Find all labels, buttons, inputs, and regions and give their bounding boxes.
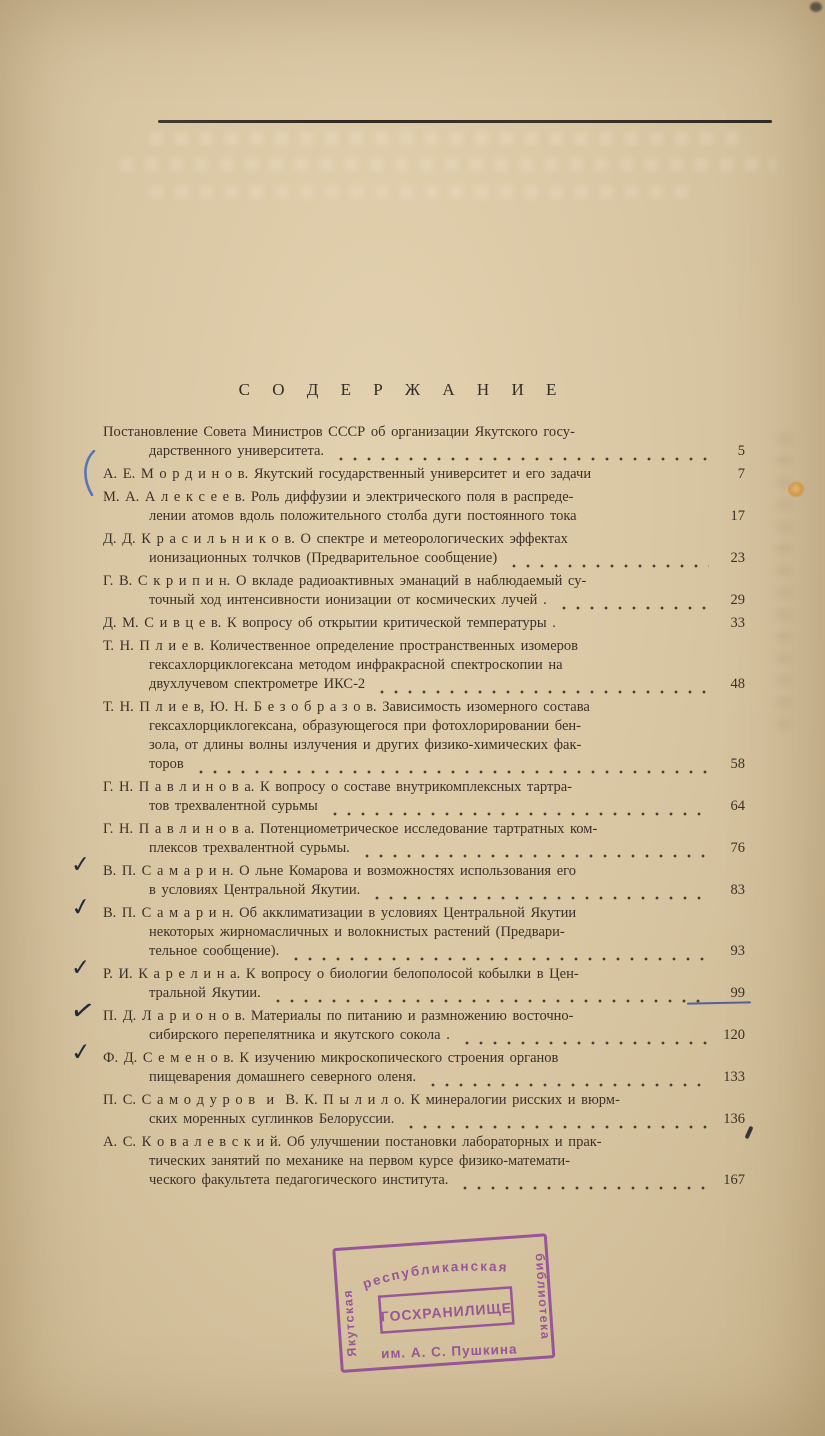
entry-text: тральной Якутии. bbox=[149, 985, 261, 1001]
entry-line bbox=[149, 755, 745, 774]
toc-entry bbox=[103, 488, 745, 526]
entry-line bbox=[149, 1068, 745, 1087]
entry-text: Г. В. С к р и п и н. О вкладе радиоактивных эманаций в наблюдаемый су- bbox=[103, 573, 587, 589]
entry-text: Д. М. С и в ц е в. К вопросу об открытии критической температуры . bbox=[103, 615, 556, 631]
library-stamp bbox=[330, 1232, 562, 1380]
page-number: 29 bbox=[730, 592, 745, 608]
dot-leaders bbox=[326, 797, 709, 816]
author-name: В. П. С а м а р и н. bbox=[103, 905, 240, 921]
entry-text: гексахлорциклогексана методом инфракрасной спектроскопии на bbox=[149, 657, 563, 673]
show-through-smudge bbox=[120, 158, 775, 171]
toc-entry bbox=[103, 465, 745, 484]
entry-line bbox=[103, 530, 745, 549]
entry-line bbox=[103, 965, 745, 984]
entry-text: гексахлорциклогексана, образующегося при фотохлорировании бен- bbox=[149, 718, 582, 734]
entry-text: лении атомов вдоль положительного столба дуги постоянного тока bbox=[149, 508, 577, 524]
entry-line bbox=[103, 465, 745, 484]
toc-entry bbox=[103, 820, 745, 858]
author-name: Т. Н. П л и е в, Ю. Н. Б е з о б р а з о в. bbox=[103, 699, 383, 715]
dot-leaders bbox=[287, 942, 709, 961]
page-number: 17 bbox=[730, 508, 745, 524]
page-number: 33 bbox=[730, 615, 745, 631]
entry-text: ионизационных толчков (Предварительное сообщение) bbox=[149, 550, 498, 566]
show-through-smudge bbox=[150, 132, 750, 145]
ink-speck bbox=[745, 1126, 754, 1140]
stamp-right-text: библиотека bbox=[532, 1252, 553, 1341]
entry-line bbox=[149, 656, 745, 675]
stamp-center-text: ГОСХРАНИЛИЩЕ bbox=[380, 1299, 513, 1325]
page-number: 7 bbox=[737, 466, 745, 482]
entry-text: В. П. С а м а р и н. Об акклиматизации в условиях Центральной Якутии bbox=[103, 905, 577, 921]
show-through-smudge bbox=[776, 430, 792, 730]
author-name: Г. Н. П а в л и н о в а. bbox=[103, 779, 261, 795]
dot-leaders bbox=[358, 839, 709, 858]
entry-text: некоторых жирномасличных и волокнистых растений (Предвари- bbox=[149, 924, 565, 940]
toc-entry bbox=[70, 851, 745, 900]
page-number: 133 bbox=[723, 1069, 745, 1085]
author-name: Г. В. С к р и п и н. bbox=[103, 573, 236, 589]
dot-leaders bbox=[373, 675, 709, 694]
check-mark-icon: ✓ bbox=[68, 891, 94, 923]
entry-line bbox=[149, 942, 745, 961]
page-number: 136 bbox=[723, 1111, 745, 1127]
toc-entry bbox=[103, 572, 745, 610]
entry-line bbox=[103, 862, 745, 881]
toc-entry bbox=[103, 778, 745, 816]
page-number: 167 bbox=[723, 1172, 745, 1188]
entry-text: П. С. С а м о д у р о в и В. К. П ы л и л о. К минералогии рисских и вюрм- bbox=[103, 1092, 620, 1108]
entry-line bbox=[103, 1133, 745, 1152]
entry-line bbox=[103, 1091, 745, 1110]
dot-leaders bbox=[192, 755, 709, 774]
entry-line bbox=[103, 1049, 745, 1068]
stamp-top-text: республиканская bbox=[360, 1258, 510, 1292]
entry-text: тических занятий по механике на первом курсе физико-математи- bbox=[149, 1153, 570, 1169]
entry-line bbox=[103, 820, 745, 839]
author-name: М. А. А л е к с е е в. bbox=[103, 489, 251, 505]
author-name: В. П. С а м а р и н. bbox=[103, 863, 240, 879]
entry-line bbox=[149, 717, 745, 736]
toc-list bbox=[67, 423, 745, 1190]
dot-leaders bbox=[269, 984, 709, 1003]
page-number: 23 bbox=[730, 550, 745, 566]
entry-line bbox=[149, 1110, 745, 1129]
toc-entry bbox=[103, 614, 745, 633]
check-mark-icon: ✓ bbox=[69, 1037, 93, 1067]
check-mark-icon: ✓ bbox=[70, 954, 91, 982]
author-name: П. С. С а м о д у р о в и В. К. П ы л и л о. bbox=[103, 1092, 411, 1108]
entry-text: Ф. Д. С е м е н о в. К изучению микроскопического строения органов bbox=[103, 1050, 559, 1066]
entry-text: Г. Н. П а в л и н о в а. К вопросу о составе внутрикомплексных тартра- bbox=[103, 779, 572, 795]
toc-entry bbox=[103, 1133, 745, 1190]
entry-line bbox=[149, 1171, 745, 1190]
page-number: 48 bbox=[730, 676, 745, 692]
entry-text: плексов трехвалентной сурьмы. bbox=[149, 840, 350, 856]
entry-text: А. С. К о в а л е в с к и й. Об улучшении постановки лабораторных и прак- bbox=[103, 1134, 602, 1150]
author-name: Р. И. К а р е л и н а. bbox=[103, 966, 246, 982]
toc-entry bbox=[103, 1091, 745, 1129]
page-number: 58 bbox=[730, 756, 745, 772]
dot-leaders bbox=[332, 442, 709, 461]
dot-leaders bbox=[505, 549, 709, 568]
entry-text: сибирского перепелятника и якутского сокола . bbox=[149, 1027, 450, 1043]
entry-text: тельное сообщение). bbox=[149, 943, 280, 959]
corner-speck bbox=[810, 2, 822, 12]
entry-text: П. Д. Л а р и о н о в. Материалы по питанию и размножению восточно- bbox=[103, 1008, 574, 1024]
page-number: 83 bbox=[730, 882, 745, 898]
dot-leaders bbox=[368, 881, 709, 900]
entry-text: А. Е. М о р д и н о в. Якутский государственный университет и его задачи bbox=[103, 466, 592, 482]
show-through-smudge bbox=[150, 186, 690, 198]
page-number: 64 bbox=[730, 798, 745, 814]
author-name: П. Д. Л а р и о н о в. bbox=[103, 1008, 251, 1024]
entry-line bbox=[149, 923, 745, 942]
entry-line bbox=[149, 839, 745, 858]
entry-text: Д. Д. К р а с и л ь н и к о в. О спектре и метеорологических эффектах bbox=[103, 531, 568, 547]
entry-line bbox=[149, 442, 745, 461]
entry-text: двухлучевом спектрометре ИКС-2 bbox=[149, 676, 366, 692]
entry-text: Р. И. К а р е л и н а. К вопросу о биологии белополосой кобылки в Цен- bbox=[103, 966, 579, 982]
entry-line bbox=[149, 591, 745, 610]
entry-line bbox=[149, 984, 745, 1003]
toc-entry bbox=[69, 1037, 745, 1087]
author-name: Д. М. С и в ц е в. bbox=[103, 615, 227, 631]
author-name: Г. Н. П а в л и н о в а. bbox=[103, 821, 261, 837]
author-name: Д. Д. К р а с и л ь н и к о в. bbox=[103, 531, 301, 547]
entry-text: тов трехвалентной сурьмы bbox=[149, 798, 318, 814]
entry-line bbox=[149, 507, 745, 526]
toc-entry bbox=[70, 954, 745, 1003]
entry-line bbox=[149, 1152, 745, 1171]
entry-text: Т. Н. П л и е в. Количественное определение пространственных изомеров bbox=[103, 638, 578, 654]
top-rule bbox=[158, 120, 772, 123]
dot-leaders bbox=[599, 465, 709, 484]
entry-text: пищеварения домашнего северного оленя. bbox=[149, 1069, 417, 1085]
entry-text: ческого факультета педагогического института. bbox=[149, 1172, 449, 1188]
page-number: 99 bbox=[715, 984, 745, 1003]
dot-leaders bbox=[402, 1110, 709, 1129]
entry-line bbox=[103, 423, 745, 442]
stamp-bottom-text: им. А. С. Пушкина bbox=[380, 1341, 518, 1362]
entry-line bbox=[149, 736, 745, 755]
paper-stain bbox=[788, 482, 805, 497]
page-title: С О Д Е Р Ж А Н И Е bbox=[238, 380, 566, 399]
entry-line bbox=[103, 1007, 745, 1026]
entry-line bbox=[103, 698, 745, 717]
entry-text: Г. Н. П а в л и н о в а. Потенциометрическое исследование тартратных ком- bbox=[103, 821, 598, 837]
author-name: А. С. К о в а л е в с к и й. bbox=[103, 1134, 287, 1150]
table-of-contents bbox=[67, 380, 745, 1194]
page-number: 76 bbox=[730, 840, 745, 856]
entry-text: Постановление Совета Министров СССР об организации Якутского госу- bbox=[103, 424, 575, 440]
entry-text: торов bbox=[149, 756, 184, 772]
toc-entry bbox=[103, 698, 745, 774]
author-name: А. Е. М о р д и н о в. bbox=[103, 466, 254, 482]
entry-text: дарственного университета. bbox=[149, 443, 325, 459]
entry-text: М. А. А л е к с е е в. Роль диффузии и электрического поля в распреде- bbox=[103, 489, 574, 505]
entry-line bbox=[149, 1026, 745, 1045]
entry-line bbox=[149, 549, 745, 568]
dot-leaders bbox=[585, 507, 709, 526]
dot-leaders bbox=[458, 1026, 709, 1045]
page-number: 5 bbox=[737, 443, 745, 459]
page-number: 120 bbox=[723, 1027, 745, 1043]
entry-line bbox=[103, 572, 745, 591]
entry-text: в условиях Центральной Якутии. bbox=[149, 882, 361, 898]
entry-line bbox=[103, 637, 745, 656]
entry-line bbox=[103, 614, 745, 633]
entry-line bbox=[149, 797, 745, 816]
pen-curve-mark-icon bbox=[81, 450, 97, 502]
page-number: 93 bbox=[730, 943, 745, 959]
entry-text: Т. Н. П л и е в, Ю. Н. Б е з о б р а з о в. Зависимость изомерного состава bbox=[103, 699, 590, 715]
toc-entry bbox=[103, 530, 745, 568]
check-mark-icon: ✓ bbox=[67, 991, 98, 1030]
check-mark-icon: ✓ bbox=[70, 851, 92, 879]
dot-leaders bbox=[555, 591, 709, 610]
author-name: Ф. Д. С е м е н о в. bbox=[103, 1050, 240, 1066]
entry-text: точный ход интенсивности ионизации от космических лучей . bbox=[149, 592, 547, 608]
entry-text: зола, от длины волны излучения и других физико-химических фак- bbox=[149, 737, 582, 753]
toc-entry bbox=[68, 891, 745, 961]
stamp-left-text: Якутская bbox=[340, 1288, 360, 1358]
dot-leaders bbox=[424, 1068, 709, 1087]
entry-line bbox=[103, 488, 745, 507]
author-name: Т. Н. П л и е в. bbox=[103, 638, 210, 654]
entry-line bbox=[103, 778, 745, 797]
entry-text: В. П. С а м а р и н. О льне Комарова и возможностях использования его bbox=[103, 863, 576, 879]
entry-line bbox=[149, 675, 745, 694]
toc-entry bbox=[103, 423, 745, 461]
entry-line bbox=[103, 904, 745, 923]
dot-leaders bbox=[456, 1171, 709, 1190]
entry-text: ских моренных суглинков Белоруссии. bbox=[149, 1111, 395, 1127]
entry-line bbox=[149, 881, 745, 900]
dot-leaders bbox=[564, 614, 709, 633]
toc-entry bbox=[103, 637, 745, 694]
